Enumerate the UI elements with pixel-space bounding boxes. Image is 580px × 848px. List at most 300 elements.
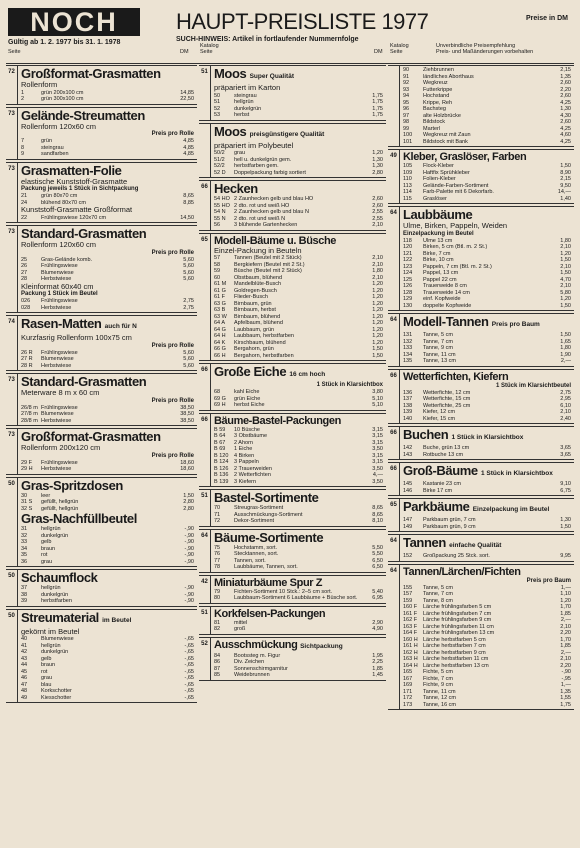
article-number: 27 (21, 269, 28, 276)
product-section (6, 162, 197, 224)
article-price: -,90 (184, 532, 194, 539)
article-description: herbstfarben (41, 598, 72, 604)
article-price: 2,40 (560, 415, 571, 422)
article-price: 6,95 (372, 595, 383, 601)
section-body (211, 530, 386, 572)
article-price: 5,10 (372, 402, 383, 408)
article-description: grau (41, 675, 53, 681)
article-number: 9 (21, 151, 25, 157)
article-description: Farb-Palette mit 6 Dekorfarb. (423, 189, 494, 195)
catalog-page-number: 64 (388, 535, 400, 561)
section-title (214, 365, 383, 382)
article-number: 131 (403, 332, 413, 338)
article-description: kahl Eiche (234, 389, 260, 395)
article-price: 4,60 (560, 132, 571, 138)
article-price: 2,— (560, 617, 571, 623)
article-price: 8,85 (183, 199, 194, 206)
product-section (6, 315, 197, 371)
article-price: 3,15 (372, 439, 383, 446)
section-title-note: 1 Stück in Klarsichtbox (480, 470, 553, 477)
article-price: 2,10 (560, 409, 571, 415)
article-number: 120 (403, 244, 413, 250)
validity-text: Gültig ab 1. 2. 1977 bis 31. 1. 1978 (8, 39, 121, 46)
article-description: Flock-Kleber (423, 163, 454, 169)
article-number: 109 (403, 169, 413, 176)
section-title (403, 208, 571, 222)
section-title (403, 428, 571, 445)
article-description: Weidebrunnen (234, 672, 270, 678)
section-title (403, 464, 571, 481)
article-price: -,90 (184, 539, 194, 545)
article-number: B 124 (214, 459, 229, 465)
price-row (214, 595, 383, 602)
article-number: 34 (21, 545, 28, 552)
section-subtitle-2: Kunststoff-Grasmatte Großformat (21, 205, 133, 214)
article-description: hellgrün (234, 99, 254, 105)
section-title-text: Standard-Grasmatten (21, 375, 147, 389)
article-number: 159 (403, 597, 413, 604)
product-section (6, 477, 197, 568)
article-price: -,65 (184, 636, 194, 642)
article-price: 1,20 (372, 326, 383, 333)
article-number: 54 N (214, 209, 226, 215)
article-description: Herbstwiese (41, 362, 72, 369)
article-number: 101 (403, 138, 413, 145)
article-number: 026 (21, 298, 31, 304)
article-description: hellgrün (41, 526, 61, 532)
section-body (400, 427, 574, 459)
article-number: 123 (403, 263, 413, 270)
article-price: 3,65 (560, 451, 571, 458)
article-number: 79 (214, 588, 221, 595)
article-description: Blumenwiese (41, 356, 74, 362)
section-title-text: Ausschmückung (214, 638, 298, 651)
article-description: Laubbaum, herbstfarben (234, 333, 294, 339)
section-title-note: Einzelpackung im Beutel (472, 506, 550, 513)
article-number: 45 (21, 668, 28, 675)
section-title (214, 415, 383, 427)
article-price: 2,10 (560, 623, 571, 630)
article-price: 1,20 (560, 597, 571, 604)
article-number: B 136 (214, 472, 229, 478)
article-description: Fichte, 9 cm (423, 682, 453, 688)
article-description: Bergahorn, herbstfarben (234, 352, 294, 359)
article-price: -,65 (184, 688, 194, 694)
price-row (21, 363, 194, 370)
product-section (388, 149, 574, 204)
article-price: 1,75 (372, 99, 383, 105)
article-number: 134 (403, 351, 413, 358)
section-title (403, 500, 571, 517)
article-price: 1,10 (560, 591, 571, 597)
article-price: 3,15 (372, 433, 383, 439)
section-subtitle-2: Kleinformat 60x40 cm (21, 281, 94, 291)
article-number: 28/8 m (21, 417, 38, 424)
article-description: Fichten-Sortiment 10 Stck.: 2–5 cm sort. (234, 588, 333, 595)
article-number: 7 (21, 138, 25, 144)
article-number: 129 (403, 296, 413, 302)
article-price: 3,15 (372, 459, 383, 465)
article-price: 38,50 (180, 404, 194, 411)
article-description: Pappel 22 cm (423, 276, 457, 283)
article-number: 160 H (403, 636, 418, 643)
article-description: ländliches Aborthaus (423, 73, 474, 80)
section-title (21, 164, 194, 178)
article-description: braun (41, 545, 56, 552)
article-number: 50/2 (214, 150, 225, 156)
article-price: 4,25 (560, 99, 571, 106)
article-price: 3,15 (372, 452, 383, 459)
article-description: Bildstock mit Bank (423, 138, 468, 145)
article-description: mittel (234, 619, 248, 626)
section-title-text: Bastel-Sortimente (214, 491, 319, 505)
article-number: 137 (403, 396, 413, 402)
article-price: 1,20 (372, 320, 383, 326)
article-description: Herbstwiese (41, 304, 72, 311)
catalog-page-number: 50 (6, 610, 18, 703)
price-unit-note: Preis pro Rolle (151, 131, 194, 137)
article-description: Wetterfichte, 25 cm (423, 402, 471, 409)
section-body (211, 181, 386, 230)
article-number: 63 G (214, 300, 226, 307)
section-title-note: preisgünstigere Qualität (249, 130, 325, 138)
article-number: 57 (214, 255, 221, 261)
article-number: 98 (403, 119, 410, 125)
article-price: 1,35 (560, 73, 571, 80)
article-price: 5,10 (372, 395, 383, 402)
article-description: Blumenwiese (41, 269, 74, 276)
catalog-page-number: 66 (199, 364, 211, 410)
article-number: 169 (403, 682, 413, 688)
article-number: 139 (403, 409, 413, 415)
article-description: Trauerweide 14 cm (423, 289, 470, 296)
article-description: Bachsteg (423, 106, 446, 112)
section-title-text: Gelände-Streumatten (21, 108, 145, 123)
article-description: Dekor-Sortiment (234, 518, 275, 524)
article-price: 2,10 (560, 263, 571, 270)
article-number: 90 (403, 67, 410, 73)
article-price: 1,50 (560, 332, 571, 338)
price-columns (6, 65, 574, 837)
article-description: Bootssteg m. Figur (234, 652, 281, 659)
product-section (388, 65, 574, 147)
price-row (214, 222, 383, 229)
section-subtitle: Einzel-Packung in Beuteln (214, 245, 302, 255)
section-body (400, 463, 574, 495)
article-number: 44 (21, 662, 28, 668)
article-description: Parkbaum grün, 7 cm (423, 517, 476, 523)
section-title-text: Großformat-Grasmatten (21, 67, 161, 81)
article-price: 1,30 (372, 163, 383, 169)
article-number: 28 R (21, 362, 33, 369)
article-description: Birnbaum, herbst (234, 307, 276, 313)
section-title (214, 182, 383, 196)
article-price: -,65 (184, 662, 194, 668)
section-subtitle: präpariert im Polybeutel (214, 140, 294, 150)
article-number: 173 (403, 701, 413, 708)
article-number: 75 (214, 544, 221, 551)
article-number: 32 (21, 532, 28, 539)
article-number: 59 (214, 268, 221, 274)
article-price: 2,60 (372, 202, 383, 209)
article-description: Rotbuche 13 cm (423, 451, 464, 458)
article-price: 1,20 (372, 281, 383, 287)
article-description: Kastanie 23 cm (423, 481, 461, 487)
catalog-page-number: 64 (388, 565, 400, 710)
section-title (214, 491, 383, 505)
article-number: 52/2 (214, 163, 225, 169)
article-number: 163 F (403, 623, 418, 630)
section-subtitle: gekörnt im Beutel (21, 626, 80, 636)
article-price: 1,30 (560, 106, 571, 112)
article-number: 71 (214, 511, 221, 518)
catalog-page-number: 73 (6, 108, 18, 159)
article-price: 38,50 (180, 417, 194, 424)
article-description: Tannen (Beutel mit 2 Stück) (234, 255, 302, 261)
article-description: Bergahorn, grün (234, 346, 274, 352)
article-number: 43 (21, 655, 28, 662)
article-description: Tanne, 13 cm (423, 358, 457, 364)
article-number: 124 (403, 270, 413, 276)
section-body (400, 535, 574, 561)
article-description: Herbstwiese (41, 276, 72, 282)
article-description: 2 Ahorn (234, 439, 253, 446)
article-number: 26 (21, 263, 28, 269)
price-unit-note: Preis pro Rolle (151, 342, 194, 349)
price-list-page (6, 5, 574, 838)
article-number: 35 (21, 552, 28, 558)
article-number: 155 (403, 584, 413, 591)
article-number: 28 (21, 276, 28, 282)
article-number: 80 (214, 595, 221, 601)
article-number: 64 G (214, 326, 226, 333)
product-section (388, 369, 574, 425)
article-description: blühend 80x70 cm (41, 199, 86, 206)
price-unit-note: Preis pro Rolle (151, 249, 194, 256)
article-description: Hochstand (423, 93, 450, 99)
price-row (214, 353, 383, 360)
catalog-page-number: 42 (199, 576, 211, 603)
section-title-text: Kleber, Graslöser, Farben (403, 151, 527, 163)
article-price: 14,— (557, 189, 571, 195)
article-description: Fichte, 7 cm (423, 675, 453, 682)
col-head-seite: Seite (8, 49, 21, 55)
article-price: 2,55 (372, 209, 383, 215)
article-price: 18,60 (180, 466, 194, 472)
article-number: 29 H (21, 466, 33, 472)
article-description: Birke, 10 cm (423, 257, 454, 263)
article-description: grün Eiche (234, 395, 261, 402)
article-description: Sonnenschirmgarnitur (234, 665, 288, 672)
price-row (21, 215, 194, 222)
section-body (211, 490, 386, 526)
article-number: 125 (403, 276, 413, 283)
catalog-page-number: 65 (199, 234, 211, 361)
article-price: 2,60 (560, 119, 571, 125)
article-price: 2,10 (560, 656, 571, 662)
section-title (403, 566, 571, 578)
article-number: B 126 (214, 465, 229, 472)
section-title (21, 611, 194, 628)
article-price: 38,50 (180, 411, 194, 417)
article-description: herbstfarben gem. (234, 163, 279, 169)
article-description: Gelände-Farben-Sortiment (423, 182, 489, 189)
article-number: 22 (21, 214, 28, 221)
article-price: -,95 (561, 675, 571, 682)
article-number: 160 F (403, 604, 418, 610)
article-number: 146 (403, 487, 413, 494)
article-price: -,65 (184, 649, 194, 655)
product-section (388, 564, 574, 711)
article-number: 52 D (214, 169, 226, 176)
section-title-note: auch für N (104, 323, 137, 330)
article-number: 118 (403, 237, 412, 244)
article-price: -,90 (561, 669, 571, 675)
article-price: -,65 (184, 655, 194, 662)
article-number: 121 (403, 250, 413, 257)
article-price: 4,30 (560, 112, 571, 119)
article-number: 55 N (214, 215, 226, 222)
section-subtitle: Kurzfasrig Rollenform 100x75 cm (21, 333, 132, 342)
section-title-text: Bäume-Sortimente (214, 530, 324, 545)
article-description: Tanne, 9 cm (423, 345, 453, 351)
article-description: Lärche frühlingsfarben 11 cm (423, 623, 494, 630)
article-price: 1,80 (372, 268, 383, 274)
article-number: 26/8 m (21, 404, 38, 411)
article-price: 1,20 (372, 150, 383, 156)
article-price: 1,35 (560, 688, 571, 695)
section-title (403, 536, 571, 553)
article-description: Folien-Kleber (423, 176, 456, 182)
article-description: Kiefer, 15 cm (423, 415, 456, 422)
article-number: 69 H (214, 402, 226, 408)
article-number: 77 (214, 557, 221, 564)
section-body (211, 638, 386, 680)
catalog-page-number: 52 (199, 638, 211, 680)
article-price: -,65 (184, 668, 194, 675)
article-number: 8 (21, 144, 25, 151)
section-title (214, 608, 383, 620)
section-title-text: Korkfelsen-Packungen (214, 607, 326, 620)
article-number: 93 (403, 86, 410, 93)
article-number: 27/8 m (21, 411, 38, 417)
article-number: 72 (214, 518, 221, 524)
page-title: HAUPT-PREISLISTE 1977 (176, 9, 429, 34)
section-title (21, 479, 194, 493)
article-description: Goldregen-Busch (234, 287, 277, 294)
article-price: 9,10 (560, 481, 571, 487)
section-body (211, 124, 386, 178)
article-number: 39 (21, 598, 28, 604)
price-row (403, 358, 571, 365)
article-number: 40 (21, 636, 28, 642)
article-price: -,65 (184, 675, 194, 681)
section-subtitle: Ulme, Birken, Pappeln, Weiden (403, 221, 508, 230)
article-number: 167 (403, 675, 413, 682)
section-title-text: Buchen (403, 428, 449, 442)
section-title-text: Großformat-Grasmatten (21, 430, 161, 444)
article-price: 2,10 (560, 244, 571, 250)
article-price: 1,20 (372, 307, 383, 313)
article-price: 1,40 (560, 195, 571, 202)
col-head-dm-2: DM (374, 49, 383, 55)
price-row (21, 96, 194, 103)
article-description: doppelte Kopfweide (423, 302, 472, 309)
article-description: Wetterfichte, 15 cm (423, 396, 471, 402)
article-price: 1,20 (560, 296, 571, 302)
catalog-page-number: 73 (6, 163, 18, 223)
section-body (18, 66, 197, 104)
section-title-text: Modell-Tannen (403, 315, 489, 329)
article-description: herbst Eiche (234, 402, 265, 408)
article-price: 8,65 (372, 505, 383, 511)
article-price: 8,65 (372, 511, 383, 518)
article-number: 99 (403, 125, 410, 132)
article-number: 2 (21, 96, 25, 102)
price-row (21, 305, 194, 312)
article-description: braun (41, 662, 56, 668)
col-head-dm: DM (180, 49, 189, 55)
article-number: 54 HO (214, 196, 230, 202)
article-price: 2,10 (372, 274, 383, 281)
price-row (21, 151, 194, 158)
col-head-seite-3: Seite (390, 49, 403, 55)
section-body (400, 499, 574, 531)
article-price: 6,10 (560, 402, 571, 409)
price-row (403, 303, 571, 310)
article-price: 1,75 (372, 112, 383, 118)
section-title-text: Modell-Bäume u. Büsche (214, 234, 336, 247)
section-title-text: Moos (214, 67, 247, 81)
section-title-note: 1 Stück in Klarsichtbox (451, 434, 524, 441)
product-section (199, 233, 386, 362)
article-price: 1,90 (560, 351, 571, 358)
product-section (388, 534, 574, 562)
price-row (21, 466, 194, 473)
article-number: 113 (403, 182, 412, 189)
article-description: 1 Eiche (234, 446, 253, 452)
section-title-text: Parkbäume (403, 500, 470, 514)
product-section (6, 373, 197, 426)
article-price: 2,60 (372, 196, 383, 202)
article-number: 60 (214, 274, 221, 281)
catalog-page-number: 64 (199, 530, 211, 572)
section-title-text: Bäume-Bastel-Packungen (214, 414, 341, 427)
price-row (214, 518, 383, 525)
article-number: 33 (21, 539, 28, 545)
article-number: 64 H (214, 333, 226, 339)
article-number: 171 (403, 688, 413, 695)
article-price: 1,20 (372, 313, 383, 320)
article-description: Lärche herbstfarben 13 cm (423, 662, 489, 669)
article-description: Lärche frühlingsfarben 13 cm (423, 630, 495, 636)
section-title-text: Rasen-Matten (21, 317, 102, 331)
price-row (214, 672, 383, 679)
article-price: 4,85 (183, 151, 194, 157)
article-description: Birke, 7 cm (423, 250, 451, 257)
article-number: 132 (403, 338, 413, 345)
noch-logo: NOCH (8, 8, 140, 36)
section-title-note: Super Qualität (249, 73, 294, 80)
article-description: einf. Kopfweide (423, 296, 461, 302)
article-description: rot (41, 552, 48, 558)
article-number: 95 (403, 99, 410, 106)
article-number: 82 (214, 626, 221, 632)
article-description: Tanne, 11 cm (423, 351, 456, 358)
article-description: 3 Kiefern (234, 478, 257, 485)
article-price: 1,65 (560, 338, 571, 345)
article-number: 157 (403, 591, 413, 597)
